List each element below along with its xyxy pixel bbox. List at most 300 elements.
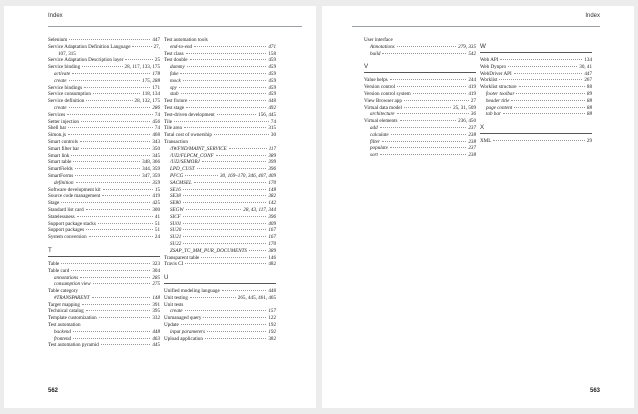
entry-term: User interface	[364, 37, 393, 43]
index-entry	[364, 84, 476, 91]
index-entry	[364, 105, 476, 112]
entry-term: Worklist	[480, 77, 498, 84]
entry-pages: 332	[152, 315, 160, 322]
entry-term: Support packages	[48, 227, 85, 234]
entry-pages: 389	[268, 152, 276, 159]
entry-pages: 30, 169–170, 346, 407, 409	[219, 172, 276, 179]
index-entry	[164, 139, 276, 146]
entry-pages: 359	[152, 179, 160, 186]
entry-pages: 74	[154, 111, 160, 118]
entry-pages: 399	[268, 159, 276, 166]
entry-term: sort	[370, 152, 378, 159]
entry-pages: 237	[468, 145, 476, 152]
entry-pages: 447	[152, 37, 160, 43]
index-entry	[164, 180, 276, 187]
index-entry	[48, 268, 160, 275]
entry-term: View Browser app	[364, 97, 402, 104]
entry-term: Smart link	[48, 152, 70, 159]
entry-term: Support package stacks	[48, 220, 96, 227]
index-column	[48, 37, 160, 349]
index-entry	[364, 139, 476, 146]
index-entry	[164, 288, 276, 295]
index-entry	[48, 37, 160, 44]
index-entry	[48, 125, 160, 132]
entry-pages: 122	[268, 315, 276, 322]
entry-pages: 157	[268, 308, 276, 315]
index-entry	[364, 111, 476, 118]
entry-pages: 74	[154, 125, 160, 132]
entry-term: Service consumption	[48, 91, 91, 98]
entry-pages: 419	[468, 84, 476, 91]
entry-term: stub	[170, 91, 179, 98]
entry-term: Tile	[164, 118, 173, 125]
entry-term: end-to-end	[170, 43, 193, 50]
entry-pages: 323	[152, 260, 160, 267]
entry-pages: 167	[268, 234, 276, 241]
entry-pages: 24	[154, 234, 160, 241]
index-entry	[164, 57, 276, 64]
entry-term: Service definition	[48, 98, 85, 105]
entry-pages: 171	[152, 84, 160, 91]
entry-pages: 447	[584, 70, 592, 77]
entry-pages: 88	[586, 97, 592, 104]
entry-pages: 463	[152, 335, 160, 342]
entry-term: spy	[170, 84, 177, 91]
index-entry	[364, 37, 476, 44]
index-entry	[48, 342, 160, 349]
entry-term: Services	[48, 111, 66, 118]
index-entry	[164, 173, 276, 180]
index-entry	[164, 308, 276, 315]
entry-pages: 167	[268, 227, 276, 234]
index-entry	[48, 139, 160, 146]
entry-term: SE80	[170, 200, 181, 207]
entry-pages: 29	[586, 138, 592, 145]
index-entry	[364, 91, 476, 98]
entry-term: Transparent table	[164, 254, 200, 261]
entry-pages: 41	[154, 213, 160, 220]
index-entry	[48, 308, 160, 315]
index-entry	[48, 200, 160, 207]
index-entry	[164, 159, 276, 166]
entry-term: page content	[486, 104, 513, 111]
index-entry	[48, 71, 160, 78]
index-entry	[164, 261, 276, 268]
index-entry	[364, 152, 476, 159]
entry-pages: 471	[268, 43, 276, 50]
index-column	[364, 37, 476, 159]
entry-term: Target mapping	[48, 301, 80, 308]
index-column	[480, 37, 592, 145]
entry-term: Total cost of ownership	[164, 132, 212, 139]
entry-term: SICF	[170, 213, 181, 220]
entry-pages: 459	[268, 57, 276, 64]
entry-term: Unit testing	[164, 294, 188, 301]
entry-term: Test stage	[164, 104, 185, 111]
left-page	[4, 6, 316, 408]
entry-term: Shell bar	[48, 125, 67, 132]
running-header: Index	[48, 13, 63, 19]
index-entry	[364, 44, 476, 51]
entry-term: Virtual elements	[364, 118, 398, 125]
entry-pages: 192	[268, 328, 276, 335]
entry-pages: 285	[152, 274, 160, 281]
header-rule	[48, 26, 302, 27]
entry-term: Unmanaged query	[164, 315, 202, 322]
index-entry	[48, 214, 160, 221]
index-entry	[164, 221, 276, 228]
entry-pages: 238	[468, 152, 476, 159]
entry-term: Virtual data model	[364, 104, 402, 111]
entry-term: Value helps	[364, 77, 388, 84]
entry-term: Transaction	[164, 138, 188, 145]
entry-term: /UI2/FLPCM_CONF	[170, 152, 214, 159]
entry-term: Service bindings	[48, 84, 83, 91]
entry-term: Source code management	[48, 193, 101, 200]
entry-term: annotations	[54, 274, 79, 281]
index-entry	[48, 119, 160, 126]
entry-pages: 275	[152, 281, 160, 288]
entry-pages: 315	[268, 125, 276, 132]
entry-pages: 419	[152, 193, 160, 200]
section-letter: W	[480, 43, 592, 53]
entry-pages: 134	[584, 57, 592, 63]
entry-term: 107, 315	[58, 50, 76, 57]
index-entry	[48, 302, 160, 309]
entry-term: Simon.js	[48, 132, 66, 139]
index-entry	[164, 85, 276, 92]
index-entry	[164, 315, 276, 322]
entry-term: Service binding	[48, 64, 81, 71]
index-entry	[48, 85, 160, 92]
entry-pages: 51	[154, 220, 160, 227]
entry-term: Smart controls	[48, 138, 78, 145]
index-column	[164, 37, 276, 342]
section-letter: T	[48, 247, 160, 257]
index-entry	[480, 138, 592, 145]
entry-term: create	[170, 308, 183, 315]
entry-pages: 396	[268, 166, 276, 173]
entry-pages: 244	[468, 77, 476, 84]
entry-term: Version control system	[364, 90, 411, 97]
entry-term: Version control	[364, 84, 396, 91]
entry-term: Service Adaptation Description layer	[48, 57, 124, 64]
entry-pages: 238	[468, 131, 476, 138]
index-entry	[48, 329, 160, 336]
index-entry	[164, 214, 276, 221]
entry-pages: 492	[268, 104, 276, 111]
entry-term: Travis CI	[164, 261, 184, 268]
entry-term: WebDriver API	[480, 70, 512, 77]
entry-term: filter	[370, 138, 380, 145]
entry-pages: 409	[268, 220, 276, 227]
entry-pages: 350	[152, 145, 160, 152]
entry-pages: 391	[152, 301, 160, 308]
entry-term: SACMSEL	[170, 179, 192, 186]
entry-term: Template customization	[48, 315, 97, 322]
entry-term: SE16	[170, 186, 181, 193]
index-entry	[164, 98, 276, 105]
index-entry	[164, 329, 276, 336]
index-entry	[164, 322, 276, 329]
entry-pages: 395	[152, 308, 160, 315]
entry-term: build	[370, 50, 381, 57]
entry-pages: 15	[154, 186, 160, 193]
index-entry	[164, 295, 276, 302]
entry-pages: 300	[152, 206, 160, 213]
index-entry	[48, 166, 160, 173]
entry-term: Table card	[48, 267, 70, 274]
entry-term: architecture	[370, 111, 395, 118]
index-entry	[480, 111, 592, 118]
entry-pages: 382	[268, 193, 276, 200]
entry-pages: 28, 132, 175	[134, 98, 160, 105]
entry-pages: 237	[468, 124, 476, 131]
index-entry	[48, 221, 160, 228]
index-entry	[480, 64, 592, 71]
entry-pages: 236, 450	[458, 118, 476, 125]
entry-term: SU20	[170, 227, 182, 234]
index-entry	[164, 132, 276, 139]
index-entry	[48, 64, 160, 71]
entry-term: Web API	[480, 57, 499, 63]
index-entry	[48, 159, 160, 166]
index-entry	[364, 51, 476, 58]
entry-term: fake	[170, 70, 179, 77]
index-entry	[164, 234, 276, 241]
index-entry	[48, 207, 160, 214]
index-entry	[480, 57, 592, 64]
entry-pages: 459	[268, 77, 276, 84]
entry-term: consumption view	[54, 281, 91, 288]
entry-term: Test automation tools	[164, 37, 208, 43]
entry-pages: 347, 359	[142, 172, 160, 179]
entry-pages: 148	[268, 186, 276, 193]
right-page	[322, 6, 634, 408]
entry-term: SU21	[170, 234, 182, 241]
entry-term: mock	[170, 77, 181, 84]
entry-term: Smart filter bar	[48, 145, 80, 152]
index-entry	[164, 119, 276, 126]
index-entry	[164, 146, 276, 153]
entry-pages: 51	[154, 227, 160, 234]
index-entry	[164, 207, 276, 214]
index-entry	[164, 78, 276, 85]
entry-pages: 170	[268, 240, 276, 247]
index-entry	[48, 105, 160, 112]
entry-pages: 344, 359	[142, 166, 160, 173]
entry-pages: 25, 31, 509	[453, 104, 476, 111]
entry-pages: 419	[468, 90, 476, 97]
entry-term: SE38	[170, 193, 181, 200]
entry-term: Update	[164, 322, 179, 329]
entry-term: Setter injection	[48, 118, 79, 125]
entry-term: Test automation pyramid	[48, 342, 99, 349]
entry-term: Table	[48, 260, 60, 267]
index-entry	[48, 315, 160, 322]
page-number: 563	[589, 388, 600, 394]
entry-pages: 382	[268, 335, 276, 342]
entry-term: Test fixture	[164, 98, 188, 105]
entry-term: calculate	[370, 131, 389, 138]
entry-term: Annotations	[370, 43, 395, 50]
entry-pages: 542	[468, 50, 476, 57]
index-entry	[480, 77, 592, 84]
entry-pages: 459	[268, 84, 276, 91]
entry-pages: 88	[586, 84, 592, 91]
index-entry	[48, 180, 160, 187]
index-entry	[480, 71, 592, 78]
index-entry	[164, 71, 276, 78]
index-entry	[48, 187, 160, 194]
index-entry	[48, 193, 160, 200]
entry-term: ZSAP_TC_MM_PUR_DOCUMENTS	[170, 247, 247, 254]
entry-term: footer toolbar	[486, 90, 515, 97]
index-entry	[164, 248, 276, 255]
entry-term: Service Adaptation Definition Language	[48, 43, 131, 50]
entry-pages: 348, 366	[142, 159, 160, 166]
index-entry	[164, 227, 276, 234]
index-entry	[364, 77, 476, 84]
index-entry	[48, 227, 160, 234]
entry-term: tab bar	[486, 111, 501, 118]
entry-term: Smart table	[48, 159, 72, 166]
entry-pages: 389	[268, 247, 276, 254]
entry-term: SmartForms	[48, 172, 74, 179]
entry-term: create	[54, 77, 67, 84]
entry-pages: 345	[152, 152, 160, 159]
index-entry	[164, 112, 276, 119]
entry-term: activate	[54, 70, 71, 77]
entry-term: Upload application	[164, 335, 203, 342]
entry-pages: 89	[586, 90, 592, 97]
entry-term: /IWFND/MAINT_SERVICE	[170, 145, 227, 152]
index-entry	[364, 132, 476, 139]
index-entry	[48, 234, 160, 241]
index-entry	[164, 153, 276, 160]
index-entry	[164, 193, 276, 200]
entry-term: Test class	[164, 50, 184, 57]
index-entry	[48, 173, 160, 180]
entry-pages: 142	[268, 200, 276, 207]
index-entry	[48, 78, 160, 85]
entry-term: Standard list card	[48, 206, 84, 213]
entry-term: Statelessness	[48, 213, 75, 220]
entry-pages: 448	[152, 328, 160, 335]
entry-term: Software development kit	[48, 186, 101, 193]
entry-pages: 170	[268, 179, 276, 186]
entry-term: SU01	[170, 220, 182, 227]
index-entry	[164, 200, 276, 207]
index-entry	[480, 84, 592, 91]
entry-pages: 74	[270, 118, 276, 125]
index-entry	[364, 125, 476, 132]
index-entry	[48, 44, 160, 51]
header-rule	[352, 26, 600, 27]
entry-term: Stage	[48, 200, 60, 207]
index-entry	[364, 98, 476, 105]
entry-pages: 192	[268, 322, 276, 329]
section-letter: U	[164, 274, 276, 284]
index-entry	[480, 98, 592, 105]
entry-term: SU22	[170, 240, 182, 247]
entry-term: Test double	[164, 57, 188, 64]
entry-pages: 456	[152, 118, 160, 125]
entry-pages: 445	[152, 342, 160, 349]
entry-term: SmartFields	[48, 166, 73, 173]
entry-term: dummy	[170, 64, 185, 71]
entry-pages: 27	[470, 97, 476, 104]
entry-pages: 117	[268, 145, 276, 152]
index-entry	[164, 302, 276, 309]
entry-term: input parameters	[170, 328, 205, 335]
index-entry	[164, 51, 276, 58]
index-entry	[48, 288, 160, 295]
entry-term: Test automation	[48, 322, 81, 329]
entry-pages: 156, 445	[258, 111, 276, 118]
index-entry	[48, 112, 160, 119]
index-entry	[48, 322, 160, 329]
entry-pages: 148	[152, 294, 160, 301]
entry-pages: 146	[268, 254, 276, 261]
index-entry	[48, 336, 160, 343]
entry-term: definition	[54, 179, 74, 186]
entry-term: PFCG	[170, 172, 184, 179]
entry-pages: 25	[154, 57, 160, 64]
entry-term: add	[370, 124, 378, 131]
entry-pages: 286	[152, 104, 160, 111]
entry-pages: 158	[268, 50, 276, 57]
index-entry	[480, 91, 592, 98]
entry-pages: 238	[468, 138, 476, 145]
entry-pages: 175, 288	[142, 77, 160, 84]
entry-pages: 88	[586, 111, 592, 118]
index-entry	[164, 241, 276, 248]
entry-term: XML	[480, 138, 492, 145]
index-entry	[480, 105, 592, 112]
entry-term: #TRANSPARENT	[54, 294, 90, 301]
entry-term: LPD_CUST	[170, 166, 195, 173]
entry-pages: 304	[152, 267, 160, 274]
entry-term: Web Dynpro	[480, 63, 507, 70]
index-entry	[364, 118, 476, 125]
index-entry	[164, 187, 276, 194]
entry-pages: 448	[268, 98, 276, 105]
entry-term: create	[54, 104, 67, 111]
entry-term: Technical catalog	[48, 308, 84, 315]
entry-pages: 28, 117, 133, 175	[124, 64, 160, 71]
entry-pages: 279, 335	[458, 43, 476, 50]
entry-term: Selenium	[48, 37, 68, 43]
index-entry	[164, 255, 276, 262]
entry-pages: 88	[586, 104, 592, 111]
index-entry	[48, 261, 160, 268]
entry-pages: 27,	[153, 43, 160, 50]
section-letter: X	[480, 124, 592, 134]
entry-term: Unified modeling language	[164, 288, 220, 295]
entry-pages: 396	[268, 213, 276, 220]
index-entry	[48, 132, 160, 139]
entry-term: populate	[370, 145, 388, 152]
entry-term: Test-driven development	[164, 111, 215, 118]
entry-term: Worklist structure	[480, 84, 517, 91]
entry-pages: 459	[268, 91, 276, 98]
entry-term: Unit tests	[164, 301, 184, 308]
entry-term: /UI2/SEMOBJ	[170, 159, 200, 166]
entry-term: SEGW	[170, 206, 184, 213]
index-entry	[164, 37, 276, 44]
index-entry	[364, 145, 476, 152]
